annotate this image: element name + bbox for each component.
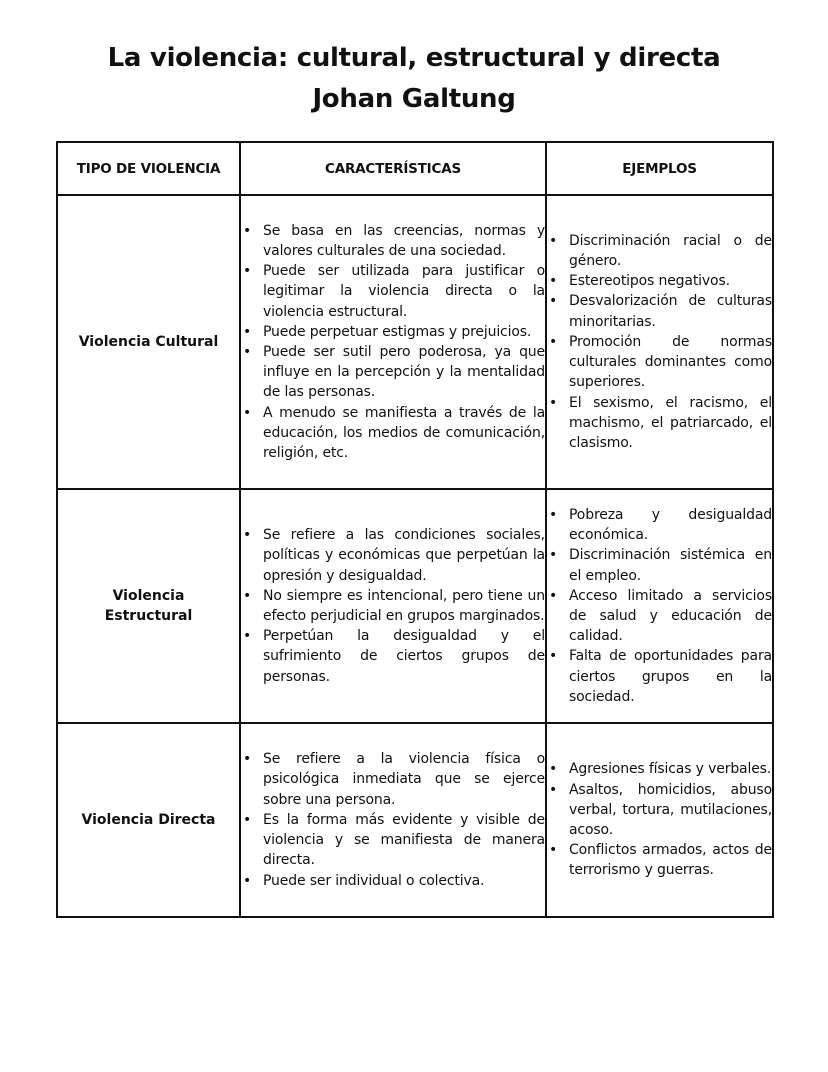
table-row — [57, 195, 773, 489]
examples-cell — [546, 723, 773, 917]
list-item: • Pobreza y desigualdad económica. — [569, 505, 772, 545]
list-item: • Desvalorización de culturas minoritarias. — [569, 291, 772, 331]
list-item: • Falta de oportunidades para ciertos grupos en la sociedad. — [569, 646, 772, 707]
title-line-2: Johan Galtung — [312, 84, 516, 114]
violence-type-cell: Violencia Directa — [57, 723, 240, 917]
list-item: • Promoción de normas culturales dominantes como superiores. — [569, 332, 772, 393]
list-item: • Discriminación racial o de género. — [569, 231, 772, 271]
table-header-row — [57, 142, 773, 195]
list-item: • Estereotipos negativos. — [569, 271, 772, 291]
list-item: • El sexismo, el racismo, el machismo, el patriarcado, el clasismo. — [569, 393, 772, 454]
list-item: • Puede ser utilizada para justificar o legitimar la violencia directa o la violencia estructural. — [263, 261, 545, 322]
list-item: • Es la forma más evidente y visible de violencia y se manifiesta de manera directa. — [263, 810, 545, 871]
violence-table — [56, 141, 774, 918]
list-item: • Agresiones físicas y verbales. — [569, 759, 772, 779]
header-examples: EJEMPLOS — [546, 142, 773, 195]
list-item: • Conflictos armados, actos de terrorismo y guerras. — [569, 840, 772, 880]
list-item: • Asaltos, homicidios, abuso verbal, tortura, mutilaciones, acoso. — [569, 780, 772, 841]
characteristics-cell — [240, 489, 546, 723]
characteristics-cell — [240, 195, 546, 489]
table-row — [57, 489, 773, 723]
header-characteristics: CARACTERÍSTICAS — [240, 142, 546, 195]
examples-cell — [546, 195, 773, 489]
violence-type-cell — [57, 489, 240, 723]
table-row — [57, 723, 773, 917]
list-item: • Puede ser individual o colectiva. — [263, 871, 545, 891]
list-item: • Se basa en las creencias, normas y valores culturales de una sociedad. — [263, 221, 545, 261]
list-item: • Acceso limitado a servicios de salud y educación de calidad. — [569, 586, 772, 647]
violence-type-line: Violencia — [112, 588, 185, 604]
list-item: • Discriminación sistémica en el empleo. — [569, 545, 772, 585]
characteristics-list — [241, 525, 545, 687]
characteristics-list — [241, 221, 545, 463]
examples-list — [547, 231, 772, 453]
list-item: • Puede perpetuar estigmas y prejuicios. — [263, 322, 545, 342]
characteristics-cell — [240, 723, 546, 917]
list-item: • A menudo se manifiesta a través de la educación, los medios de comunicación, religión, etc. — [263, 403, 545, 464]
list-item: • No siempre es intencional, pero tiene un efecto perjudicial en grupos marginados. — [263, 586, 545, 626]
list-item: • Puede ser sutil pero poderosa, ya que influye en la percepción y la mentalidad de las personas. — [263, 342, 545, 403]
list-item: • Se refiere a la violencia física o psicológica inmediata que se ejerce sobre una persona. — [263, 749, 545, 810]
characteristics-list — [241, 749, 545, 890]
list-item: • Se refiere a las condiciones sociales, políticas y económicas que perpetúan la opresión y desigualdad. — [263, 525, 545, 586]
page-title — [0, 38, 828, 120]
title-line-1: La violencia: cultural, estructural y directa — [107, 43, 721, 73]
examples-cell — [546, 489, 773, 723]
examples-list — [547, 505, 772, 707]
violence-type-line: Estructural — [104, 608, 193, 624]
violence-type-cell: Violencia Cultural — [57, 195, 240, 489]
list-item: • Perpetúan la desigualdad y el sufrimiento de ciertos grupos de personas. — [263, 626, 545, 687]
examples-list — [547, 759, 772, 880]
header-type: TIPO DE VIOLENCIA — [57, 142, 240, 195]
